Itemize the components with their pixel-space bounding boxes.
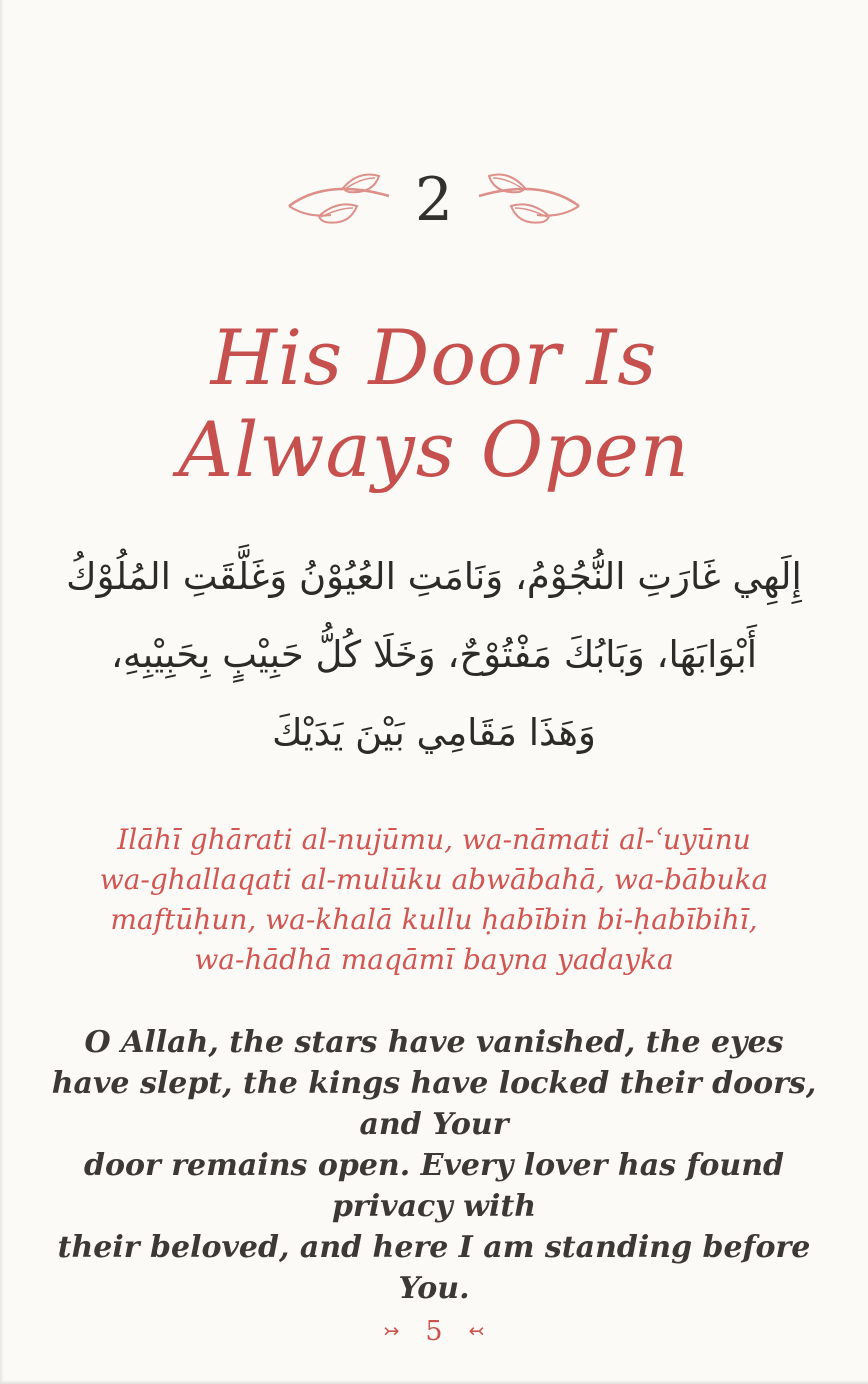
arabic-line: إِلَهِي غَارَتِ النُّجُوْمُ، وَنَامَتِ العُيُوْنُ وَغَلَّقَتِ المُلُوْكُ	[66, 555, 802, 598]
arabic-line: وَهَذَا مَقَامِي بَيْنَ يَدَيْكَ	[272, 711, 596, 754]
english-translation-text	[42, 1022, 826, 1309]
translation-line: O Allah, the stars have vanished, the eyes	[84, 1025, 784, 1060]
chapter-title-line-1: His Door Is	[210, 313, 658, 402]
arabic-line: أَبْوَابَهَا، وَبَابُكَ مَفْتُوْحٌ، وَخَلَا كُلُّ حَبِيْبٍ بِحَبِيْبِهِ،	[110, 633, 758, 676]
chapter-number: 2	[414, 165, 454, 235]
transliteration-line: maftūḥun, wa-khalā kullu ḥabībin bi-ḥabībihī,	[110, 903, 758, 936]
footer-arrow-right-icon: ↣	[383, 1320, 400, 1342]
footer-arrow-left-icon: ↢	[468, 1320, 485, 1342]
transliteration-line: wa-ghallaqati al-mulūku abwābahā, wa-bābuka	[99, 863, 769, 896]
page-number: 5	[425, 1316, 443, 1347]
leaf-flourish-left-icon	[285, 168, 397, 238]
page-footer	[0, 1318, 868, 1345]
chapter-title	[0, 312, 868, 496]
translation-line: their beloved, and here I am standing before You.	[57, 1230, 811, 1306]
transliteration-line: wa-hādhā maqāmī bayna yadayka	[194, 943, 674, 976]
leaf-flourish-right-icon	[471, 168, 583, 238]
chapter-heading	[0, 165, 868, 238]
translation-line: have slept, the kings have locked their doors, and Your	[51, 1066, 817, 1142]
arabic-dua-text	[44, 538, 824, 772]
chapter-title-line-2: Always Open	[178, 405, 690, 494]
transliteration-line: Ilāhī ghārati al-nujūmu, wa-nāmati al-ʿuyūnu	[117, 823, 751, 856]
translation-line: door remains open. Every lover has found privacy with	[84, 1148, 784, 1224]
transliteration-text	[70, 820, 798, 980]
